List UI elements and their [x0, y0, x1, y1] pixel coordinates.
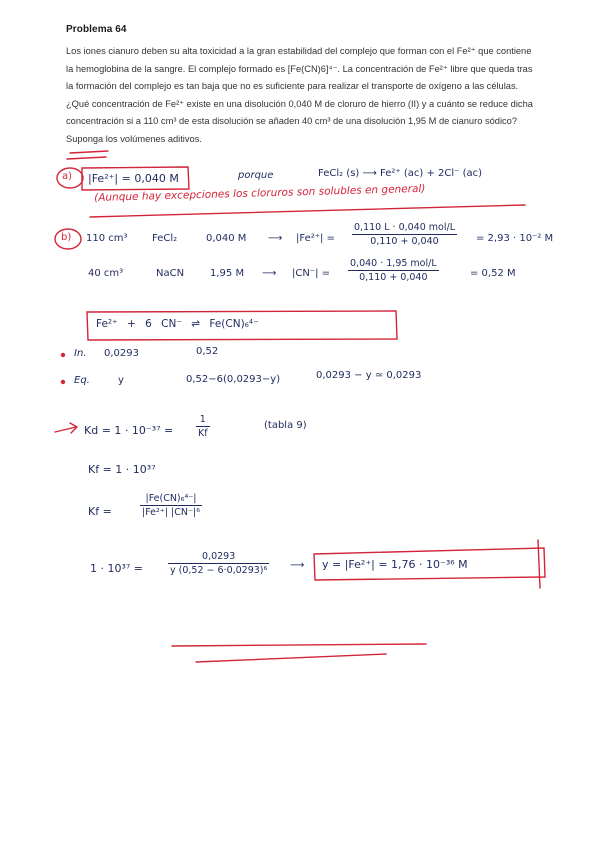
row1-lhs: |Fe²⁺| = — [296, 233, 335, 244]
row2-lhs: |CN⁻| = — [292, 268, 331, 279]
row2-result: = 0,52 M — [470, 268, 516, 279]
row1-fraction — [352, 222, 457, 247]
ice-eq-label: Eq. — [74, 375, 90, 386]
part-a-answer: |Fe²⁺| = 0,040 M — [88, 172, 179, 185]
equilibrium-reaction: Fe²⁺ + 6 CN⁻ ⇌ Fe(CN)₆⁴⁻ — [96, 318, 259, 330]
kd-line: Kd = 1 · 10⁻³⁷ = — [84, 424, 174, 437]
final-fraction — [168, 551, 269, 576]
problem-header — [66, 24, 566, 149]
row1-substance: FeCl₂ — [152, 233, 178, 244]
part-a-label: a) — [62, 171, 73, 182]
bracket-mark — [538, 540, 540, 588]
bullet-dot — [61, 380, 65, 384]
final-denominator: y (0,52 − 6·0,0293)⁶ — [170, 565, 268, 576]
part-a-note: (Aunque hay excepciones los cloruros son solubles en general) — [94, 182, 426, 204]
row2-substance: NaCN — [156, 268, 185, 279]
kd-fraction — [196, 414, 210, 439]
row2-numerator: 0,040 · 1,95 mol/L — [350, 258, 437, 269]
final-numerator: 0,0293 — [202, 551, 236, 562]
kf-numerator: |Fe(CN)₆⁴⁻| — [145, 493, 197, 504]
underline-mark — [67, 157, 106, 159]
arrow-head — [70, 423, 77, 433]
closing-line — [196, 654, 386, 662]
ice-eq-fe: y — [118, 375, 124, 386]
ice-in-cn: 0,52 — [196, 346, 219, 357]
part-a-reaction: FeCl₂ (s) ⟶ Fe²⁺ (ac) + 2Cl⁻ (ac) — [318, 168, 483, 179]
final-answer: y = |Fe²⁺| = 1,76 · 10⁻³⁶ M — [322, 558, 468, 571]
bullet-dot — [61, 353, 65, 357]
row2-fraction — [348, 258, 439, 283]
arrow-mark — [55, 427, 76, 432]
tabla-reference: (tabla 9) — [264, 420, 307, 431]
ice-eq-cn: 0,52−6(0,0293−y) — [186, 374, 281, 385]
kf-denominator: |Fe²⁺| |CN⁻|⁶ — [142, 507, 200, 518]
kf-line: Kf = 1 · 10³⁷ — [88, 463, 156, 476]
row1-volume: 110 cm³ — [86, 233, 128, 244]
part-b-label: b) — [61, 232, 72, 243]
row1-concentration: 0,040 M — [206, 233, 247, 244]
row1-denominator: 0,110 + 0,040 — [352, 234, 457, 247]
kf-lhs: Kf = — [88, 505, 112, 518]
row1-result: = 2,93 · 10⁻² M — [476, 233, 554, 244]
kd-denominator: Kf — [198, 428, 208, 439]
kf-fraction — [140, 493, 202, 518]
row2-denominator: 0,110 + 0,040 — [348, 270, 439, 283]
closing-line — [172, 644, 426, 646]
arrow-icon: ⟶ — [290, 560, 305, 571]
arrow-icon: ⟶ — [262, 268, 277, 279]
problem-statement: Los iones cianuro deben su alta toxicidad a la gran estabilidad del complejo que forman con el Fe²⁺ que contiene la hemoglobina de la sangre. El complejo formado es [Fe(CN)6]⁴⁻. La concentración de Fe²⁺ libre que queda tras la formación del complejo es tan baja que no es suficiente para realizar el transporte de oxígeno a las células. ¿Qué concentración de Fe²⁺ existe en una disolución 0,040 M de cloruro de hierro (II) y a cuánto se reduce dicha concentración si a 110 cm³ de esta disolución se añaden 40 cm³ de una disolución 1,95 M de cianuro sódico? Suponga los volúmenes aditivos. — [66, 46, 533, 144]
final-lhs: 1 · 10³⁷ = — [90, 562, 144, 575]
underline-mark — [70, 151, 108, 153]
row2-volume: 40 cm³ — [88, 268, 124, 279]
ice-in-fe: 0,0293 — [104, 348, 139, 359]
ice-eq-complex: 0,0293 − y ≃ 0,0293 — [316, 370, 422, 381]
row2-concentration: 1,95 M — [210, 268, 245, 279]
arrow-icon: ⟶ — [268, 233, 283, 244]
kd-numerator: 1 — [199, 414, 206, 425]
ice-in-label: In. — [74, 348, 87, 359]
row1-numerator: 0,110 L · 0,040 mol/L — [354, 222, 455, 233]
underline-note — [90, 205, 525, 217]
problem-title: Problema 64 — [66, 24, 127, 35]
part-a-porque: porque — [238, 170, 274, 181]
